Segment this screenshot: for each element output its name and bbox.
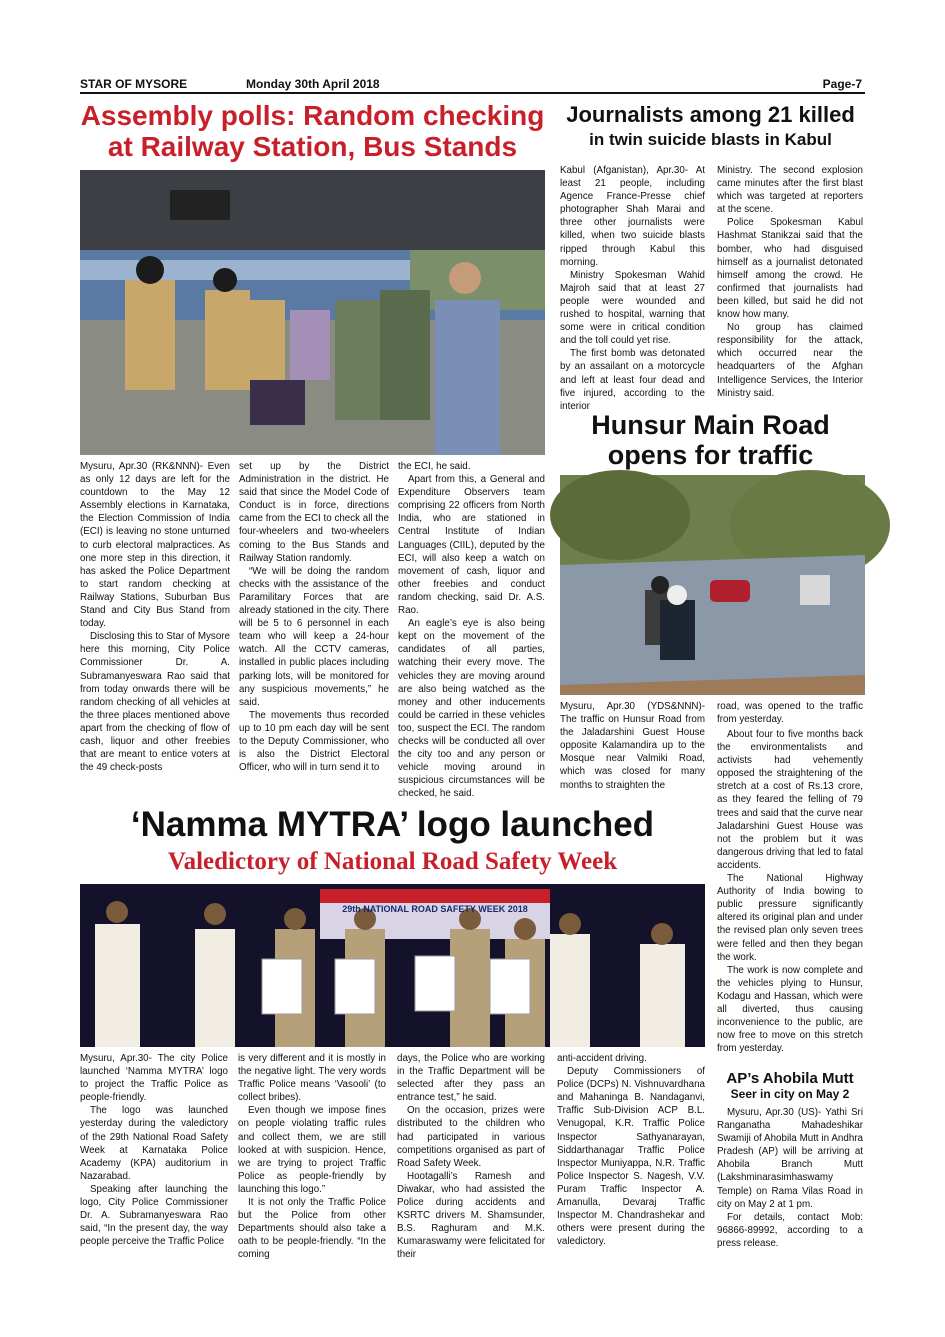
story5-headline	[717, 1071, 863, 1101]
story3-col3-para: The National Highway Authority of India bowing to public pressure significantly altered its original plan and under the revised plan only seven trees were felled and then they began the work.	[717, 873, 863, 963]
logo-launch-photo	[80, 884, 705, 1047]
story1-col1-para: Mysuru, Apr.30 (RK&NNN)- Even as only 12 days are left for the countdown to the May 12 Assembly elections in Karnataka, the Election Commission of India (ECI) is leaving no stone unturned to curb electoral malpractices. As one more step in this direction, it has asked the Police Department to start random checking at Railway Stations, Suburban Bus Stand and City Bus Stand from today.	[80, 461, 230, 630]
story5-headline-line2: Seer in city on May 2	[730, 1086, 850, 1101]
story2-column-1	[560, 164, 705, 412]
story1-col3-para: An eagle’s eye is also being kept on the movement of the candidates of all parties, watching their every move. The vehicles they are moving around are also being watched as the money and other inducements could be carried in these vehicles too, suspect the ECI. The random checks will be conducted all over the city too and any person or vehicle moving around in suspicious circumstances will be checked, he said.	[398, 618, 545, 800]
story4-col4-para: anti-accident driving.	[557, 1053, 647, 1064]
story4-col1-para: Speaking after launching the logo, City Police Commissioner Dr. A. Subramanyeswara Rao said, “In the present day, the way people perceive the Traffic Police	[80, 1183, 228, 1248]
story2-col2-para: Ministry. The second explosion came minutes after the first blast which was targeted at reporters at the scene.	[717, 165, 863, 216]
story4-headline: ‘Namma MYTRA’ logo launched	[130, 805, 655, 844]
story3-column-1	[560, 700, 705, 800]
hunsur-road-photo	[560, 475, 865, 695]
story2-col2-para: Police Spokesman Kabul Hashmat Stanikzai said that the bomber, who had disguised himself as a journalist detonated himself among the crowd. He confirmed that journalists had been killed, but said he did not know how many.	[717, 217, 863, 321]
story4-column-3	[397, 1052, 545, 1267]
story3-column-3	[717, 728, 863, 1068]
story5-para: For details, contact Mob: 96866-89992, according to a press release.	[717, 1211, 863, 1249]
story1-col3-para: Apart from this, a General and Expenditure Observers team comprising 22 officers from North India, who are stationed in Central Institute of Indian Languages (CIIL), deputed by the ECI, will also keep a watch on movement of cash, liquor and other freebies and conduct random checking, said Dr. A.S. Rao.	[398, 474, 545, 617]
story3-headline-line2: opens for traffic	[607, 440, 814, 471]
story2-headline	[556, 103, 865, 149]
story3-headline	[556, 410, 865, 470]
story5-para: Mysuru, Apr.30 (US)- Yathi Sri Ranganatha Mahadeshikar Swamiji of Ahobila Mutt in Andhra Pradesh (AP) will be arriving at Ahobila Branch Mutt (Lakshminarasimhaswamy Temple) on Rama Vilas Road in city on May 2 at 1 pm.	[717, 1107, 863, 1210]
story4-col3-para: On the occasion, prizes were distributed to the children who had participated in various competitions organised as part of Road Safety Week.	[397, 1105, 545, 1169]
story4-col3-para: days, the Police who are working in the Traffic Department will be selected after they pass an entrance test,” he said.	[397, 1053, 545, 1104]
paper-name: STAR OF MYSORE	[80, 77, 188, 91]
story3-col3-para: The work is now complete and the vehicles plying to Hunsur, Kodagu and Hassan, which were all diverted, thus causing inconvenience to the public, are now free to move on this stretch from yesterday.	[717, 964, 863, 1055]
story2-col1-para: Ministry Spokesman Wahid Majroh said that at least 27 people were wounded and rushed to hospital, warning that some were in critical condition and the toll could yet rise.	[560, 269, 705, 347]
story4-col1-para: Mysuru, Apr.30- The city Police launched ‘Namma MYTRA’ logo to project the Traffic Police as people-friendly.	[80, 1053, 228, 1104]
story1-headline	[80, 100, 545, 163]
story1-column-1	[80, 460, 230, 795]
issue-date: Monday 30th April 2018	[246, 77, 380, 91]
story1-column-3	[398, 460, 545, 800]
story1-col2-para: The movements thus recorded up to 10 pm each day will be sent to the Deputy Commissioner, who is also the District Electoral Officer, who will in turn send it to	[239, 709, 389, 774]
page-number: Page-7	[822, 77, 862, 91]
story1-headline-line2: at Railway Station, Bus Stands	[107, 131, 518, 163]
story4-col2-para: Even though we impose fines on people violating traffic rules and collect them, we are still looked at with suspicion. Hence, we are trying to project Traffic Police as people-friendly by launching this logo.”	[238, 1105, 386, 1195]
story4-col4-para: Deputy Commissioners of Police (DCPs) N. Vishnuvardhana and Mahaninga B. Nandaganvi, Traffic Sub-Division ACP B.L. Venugopal, K.R. Traffic Police Inspector Sathyanarayan, Siddarthanagar Traffic Police Inspector Muniyappa, N.R. Traffic Police Inspector S. Nagesh, V.V. Puram Traffic Inspector A. Amanulla, Devaraj Traffic Inspector M. Chandrashekar and others were present during the valedictory.	[557, 1066, 705, 1248]
story1-col2-para: “We will be doing the random checks with the assistance of the Paramilitary Forces that are already stationed in the city. There will be 5 to 6 personnel in each team who will keep a 24-hour watch. All the CCTV cameras, installed in public places including parking lots, will be monitored for any suspicious movements,” he said.	[239, 565, 389, 708]
story3-col2-para: road, was opened to the traffic from yesterday.	[717, 701, 863, 726]
story4-column-2	[238, 1052, 386, 1267]
story2-col1-para: The first bomb was detonated by an assailant on a motorcycle and left at least four dead and five injured, according to the interior	[560, 348, 705, 412]
story2-headline-line2: in twin suicide blasts in Kabul	[589, 129, 832, 149]
story1-col3-para: the ECI, he said.	[398, 461, 471, 472]
story4-column-4	[557, 1052, 705, 1267]
story2-col2-para: No group has claimed responsibility for the attack, which occurred near the headquarters of the Afghan Intelligence Services, the Interior Ministry said.	[717, 322, 863, 399]
story2-column-2	[717, 164, 863, 404]
story4-col3-para: Hootagalli’s Ramesh and Diwakar, who had assisted the Police during accidents and KSRTC drivers M. Shamsunder, B.S. Raghuram and M.K. Kumaraswamy were felicitated for their	[397, 1170, 545, 1261]
story2-headline-line1: Journalists among 21 killed	[566, 102, 855, 127]
story3-headline-line1: Hunsur Main Road	[591, 410, 830, 440]
story1-col2-para: set up by the District Administration in the district. He said that since the Model Code of Conduct is in force, directions came from the ECI to check all the four-wheelers and two-wheelers coming to the Bus Stands and Railway Station randomly.	[239, 461, 389, 564]
masthead-rule	[80, 92, 865, 94]
story5-headline-line1: AP’s Ahobila Mutt	[726, 1070, 854, 1087]
railway-station-photo	[80, 170, 545, 455]
story3-col1-para: Mysuru, Apr.30 (YDS&NNN)- The traffic on Hunsur Road from the Jaladarshini Guest House opposite Kalamandira up to the Mosque near Valmiki Road, which was closed for many months to straighten the	[560, 701, 705, 791]
story1-column-2	[239, 460, 389, 795]
story3-column-2	[717, 700, 863, 730]
story4-col2-para: It is not only the Traffic Police but the Police from other Departments should also take a oath to be people-friendly. “In the coming	[238, 1197, 386, 1261]
story4-col1-para: The logo was launched yesterday during the valedictory of the 29th National Road Safety Week at Karnataka Police Academy (KPA) auditorium in Nazarabad.	[80, 1105, 228, 1182]
story4-column-1	[80, 1052, 228, 1267]
story5-column	[717, 1106, 863, 1266]
story4-col2-para: is very different and it is mostly in the negative light. The very words Traffic Police means ‘Vasooli’ (to collect bribes).	[238, 1053, 386, 1104]
story2-col1-para: Kabul (Afganistan), Apr.30- At least 21 people, including Agence France-Presse chief photographer Shah Marai and three other journalists were killed, when two suicide blasts ripped through Kabul this morning.	[560, 165, 705, 268]
story1-col1-para: Disclosing this to Star of Mysore here this morning, City Police Commissioner Dr. A. Subramanyeswara Rao said that from today onwards there will be random checking of all vehicles at the three places mentioned above apart from the checking of flow of cash, liquor and other freebies that are meant to entice voters at the 49 check-posts	[80, 631, 230, 774]
story3-col3-para: About four to five months back the environmentalists and activists had vehemently opposed the straightening of the stretch at a cost of Rs.13 crore, as they feared the felling of 79 trees and said that the curve near Jaladarshini Guest House was not the problem but it was dangerous driving that led to fatal accidents.	[717, 729, 863, 871]
story1-headline-line1: Assembly polls: Random checking	[80, 100, 545, 131]
story4-subhead: Valedictory of National Road Safety Week	[167, 848, 618, 875]
banner-text: 29th NATIONAL ROAD SAFETY WEEK 2018	[342, 904, 528, 914]
